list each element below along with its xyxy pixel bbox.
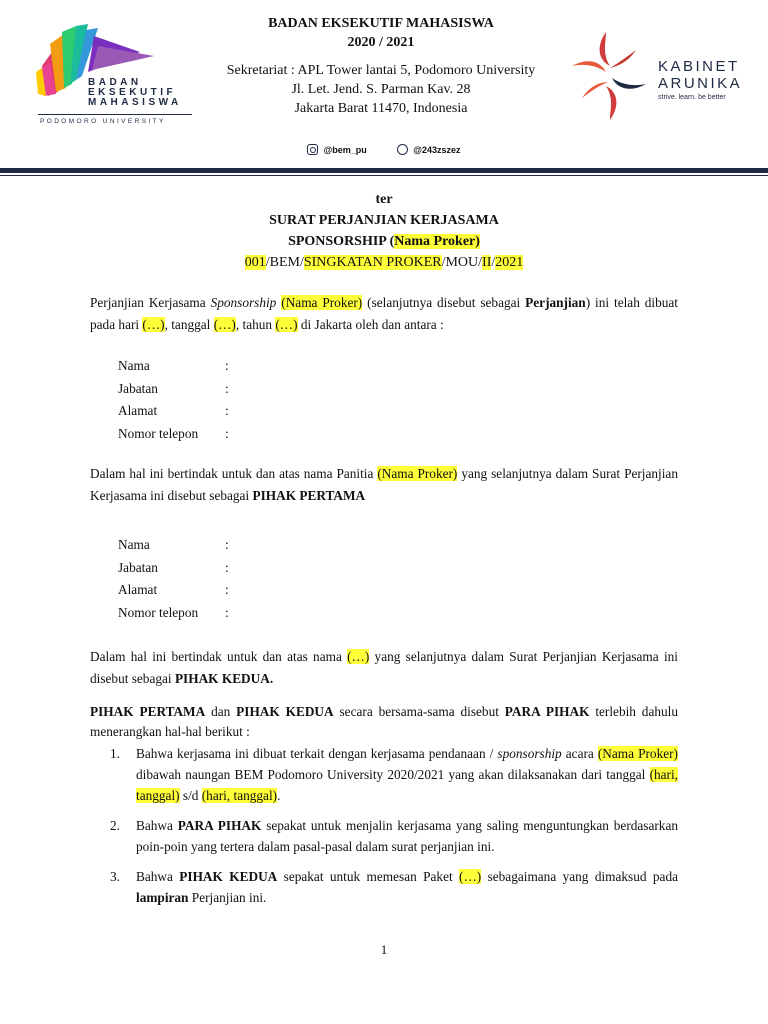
second-party-fields <box>118 534 229 624</box>
field-row: Alamat : <box>118 403 229 418</box>
logo-word-1: BADAN <box>88 77 142 88</box>
first-party-paragraph: Dalam hal ini bertindak untuk dan atas nama Panitia (Nama Proker) yang selanjutnya dalam Surat Perjanjian Kerjasama ini disebut sebagai PIHAK PERTAMA <box>90 466 678 503</box>
document-number: 001/BEM/SINGKATAN PROKER/MOU/II/2021 <box>244 255 524 270</box>
list-item: 1. Bahwa kerjasama ini dibuat terkait dengan kerjasama pendanaan / sponsorship acara (Nama Proker) dibawah naungan BEM Podomoro University 2020/2021 yang akan dilaksanakan dari tanggal (hari, tanggal) s/d (hari, tanggal). <box>110 746 678 803</box>
kabinet-logo <box>566 26 746 126</box>
page-number: 1 <box>380 942 388 957</box>
field-row: Jabatan : <box>118 559 229 575</box>
field-row: Jabatan : <box>118 380 229 396</box>
title-line-1: SURAT PERJANJIAN KERJASAMA <box>269 213 499 228</box>
list-item: 3. Bahwa PIHAK KEDUA sepakat untuk memesan Paket (…) sebagaimana yang dimaksud pada lampiran Perjanjian ini. <box>110 869 678 905</box>
instagram-icon <box>307 144 318 155</box>
address-line-2: Jl. Let. Jend. S. Parman Kav. 28 <box>291 82 471 97</box>
list-item: 2. Bahwa PARA PIHAK sepakat untuk menjalin kerjasama yang saling menguntungkan berdasarkan poin-poin yang tertera dalam pasal-pasal dalam surat perjanjian ini. <box>110 818 679 854</box>
social-line[interactable] <box>397 144 460 155</box>
document-title <box>0 189 768 273</box>
logo-word-3: MAHASISWA <box>88 97 182 108</box>
first-party-fields <box>118 355 229 445</box>
bem-logo <box>36 22 196 132</box>
letterhead <box>196 14 566 118</box>
recitals-list <box>110 743 678 917</box>
logo-subtitle: PODOMORO UNIVERSITY <box>40 118 166 125</box>
field-row: Nomor telepon : <box>118 604 229 620</box>
kabinet-tagline: strive. learn. be better <box>658 94 726 101</box>
field-row: Nomor telepon : <box>118 425 229 441</box>
field-row: Alamat : <box>118 582 229 597</box>
intro-paragraph: Perjanjian Kerjasama Sponsorship (Nama Proker) (selanjutnya disebut sebagai Perjanjian) ini telah dibuat pada hari (…), tanggal (…), tahun (…) di Jakarta oleh dan antara : <box>90 295 678 332</box>
address-line-3: Jakarta Barat 11470, Indonesia <box>294 101 468 116</box>
social-links <box>0 144 768 157</box>
parties-paragraph: PIHAK PERTAMA dan PIHAK KEDUA secara bersama-sama disebut PARA PIHAK terlebih dahulu menerangkan hal-hal berikut : <box>90 704 678 739</box>
header-divider-thin <box>0 175 768 176</box>
title-line-2: SPONSORSHIP (Nama Proker) <box>288 234 480 249</box>
title-pre: ter <box>375 192 393 207</box>
instagram-handle: @bem_pu <box>323 144 367 155</box>
field-row: Nama : <box>118 537 229 552</box>
org-name: BADAN EKSEKUTIF MAHASISWA <box>268 16 494 31</box>
kabinet-word: KABINET <box>658 58 740 75</box>
address-line-1: Sekretariat : APL Tower lantai 5, Podomoro University <box>226 63 536 78</box>
line-handle: @243zszez <box>413 144 461 155</box>
field-row: Nama : <box>118 358 229 373</box>
social-instagram[interactable] <box>307 144 366 155</box>
line-icon <box>397 144 408 155</box>
kabinet-logo-graphic <box>566 26 652 126</box>
logo-word-2: EKSEKUTIF <box>88 87 177 98</box>
org-period: 2020 / 2021 <box>347 35 415 50</box>
arunika-word: ARUNIKA <box>658 75 743 92</box>
header-divider-thick <box>0 168 768 173</box>
second-party-paragraph: Dalam hal ini bertindak untuk dan atas nama (…) yang selanjutnya dalam Surat Perjanjian Kerjasama ini disebut sebagai PIHAK KEDUA. <box>90 649 678 686</box>
